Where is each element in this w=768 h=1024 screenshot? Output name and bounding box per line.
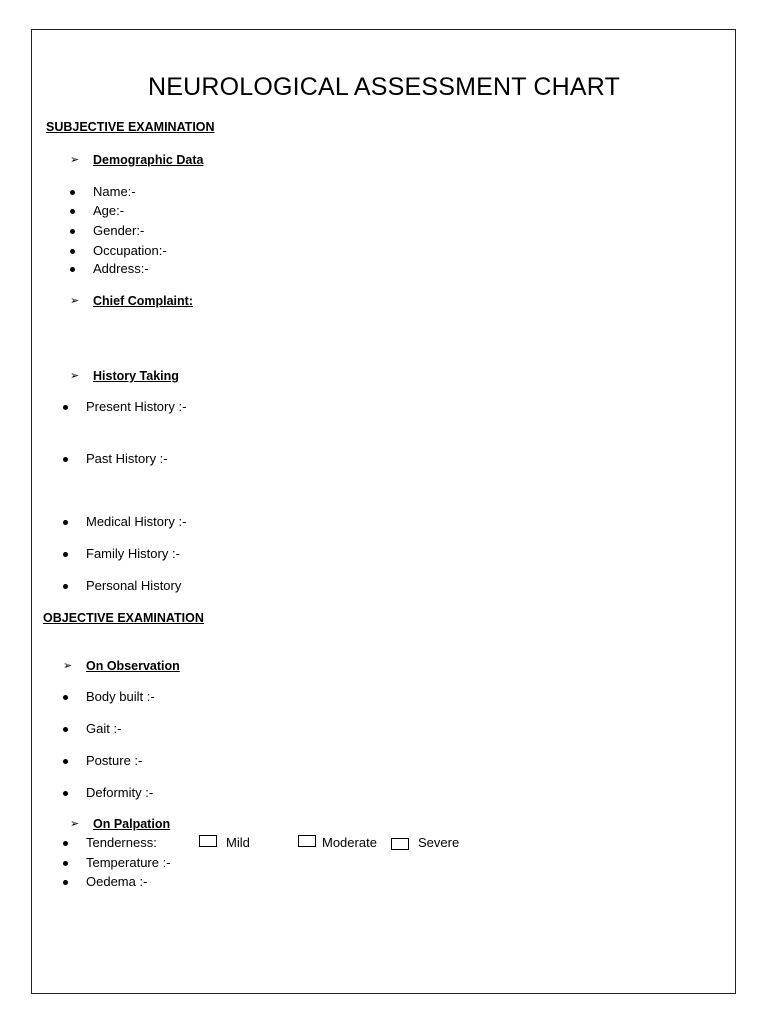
arrow-icon: ➢ [63, 660, 73, 672]
mild-option-label: Mild [226, 835, 250, 850]
bullet-icon [70, 190, 75, 195]
bullet-icon [63, 552, 68, 557]
moderate-checkbox-icon[interactable] [298, 835, 316, 847]
body-built-label: Body built :- [86, 689, 155, 704]
address-field-label: Address:- [93, 261, 149, 276]
chief-complaint-heading: Chief Complaint: [93, 294, 193, 308]
arrow-icon: ➢ [70, 295, 80, 307]
occupation-field-label: Occupation:- [93, 243, 167, 258]
subjective-heading: SUBJECTIVE EXAMINATION [46, 120, 215, 134]
personal-history-label: Personal History [86, 578, 182, 593]
past-history-label: Past History :- [86, 451, 168, 466]
tenderness-label: Tenderness: [86, 835, 157, 850]
posture-label: Posture :- [86, 753, 143, 768]
demographic-heading: Demographic Data [93, 153, 204, 167]
severe-checkbox-icon[interactable] [391, 838, 409, 850]
mild-checkbox-icon[interactable] [199, 835, 217, 847]
arrow-icon: ➢ [70, 154, 80, 166]
arrow-icon: ➢ [70, 370, 80, 382]
family-history-label: Family History :- [86, 546, 180, 561]
present-history-label: Present History :- [86, 399, 187, 414]
gait-label: Gait :- [86, 721, 122, 736]
bullet-icon [63, 791, 68, 796]
bullet-icon [63, 457, 68, 462]
bullet-icon [70, 229, 75, 234]
bullet-icon [63, 861, 68, 866]
severe-option-label: Severe [418, 835, 460, 850]
temperature-label: Temperature :- [86, 855, 171, 870]
bullet-icon [63, 695, 68, 700]
bullet-icon [63, 584, 68, 589]
bullet-icon [63, 759, 68, 764]
arrow-icon: ➢ [70, 818, 80, 830]
bullet-icon [63, 727, 68, 732]
name-field-label: Name:- [93, 184, 136, 199]
bullet-icon [63, 405, 68, 410]
objective-heading: OBJECTIVE EXAMINATION [43, 611, 204, 625]
bullet-icon [63, 520, 68, 525]
bullet-icon [63, 880, 68, 885]
bullet-icon [70, 249, 75, 254]
oedema-label: Oedema :- [86, 874, 148, 889]
page-title: NEUROLOGICAL ASSESSMENT CHART [147, 73, 621, 101]
history-heading: History Taking [93, 369, 179, 383]
deformity-label: Deformity :- [86, 785, 154, 800]
moderate-option-label: Moderate [322, 835, 377, 850]
bullet-icon [70, 209, 75, 214]
bullet-icon [63, 841, 68, 846]
palpation-heading: On Palpation [93, 817, 171, 831]
observation-heading: On Observation [86, 659, 180, 673]
gender-field-label: Gender:- [93, 223, 145, 238]
medical-history-label: Medical History :- [86, 514, 187, 529]
bullet-icon [70, 267, 75, 272]
age-field-label: Age:- [93, 203, 125, 218]
